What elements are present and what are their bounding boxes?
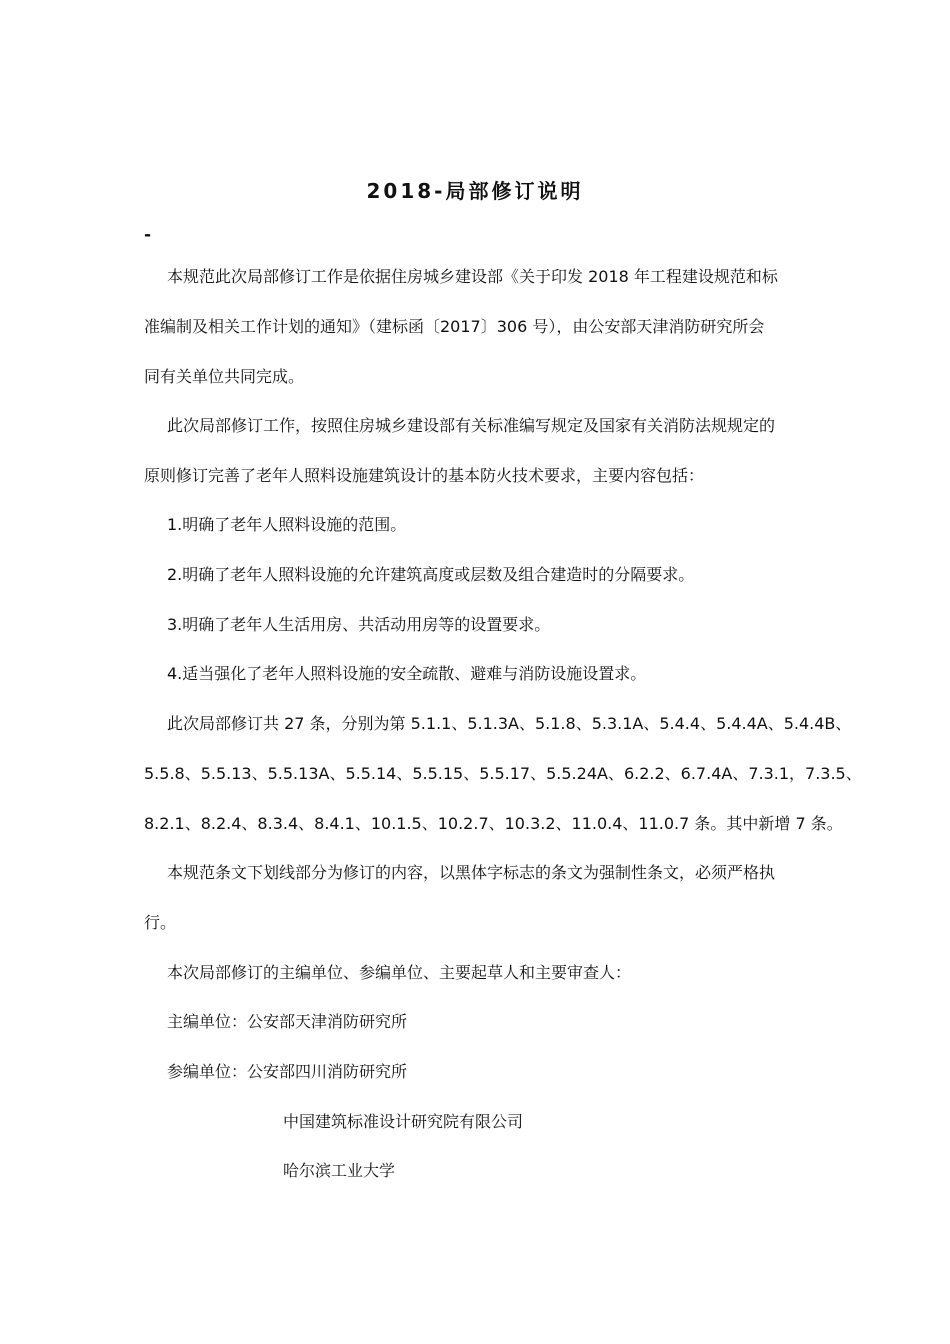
list-item: 2.明确了老年人照料设施的允许建筑高度或层数及组合建造时的分隔要求。 — [167, 565, 695, 584]
list-item: 1.明确了老年人照料设施的范围。 — [167, 515, 407, 534]
paragraph-line: 本规范条文下划线部分为修订的内容，以黑体字标志的条文为强制性条文，必须严格执 — [167, 863, 776, 882]
paragraph-line: 准编制及相关工作计划的通知》（建标函〔2017〕306 号），由公安部天津消防研究所会 — [144, 317, 765, 336]
paragraph-line: 行。 — [144, 913, 177, 932]
paragraph-line: 本规范此次局部修订工作是依据住房城乡建设部《关于印发 2018 年工程建设规范和标 — [167, 267, 778, 286]
participating-unit: 中国建筑标准设计研究院有限公司 — [283, 1112, 524, 1131]
paragraph-line: 此次局部修订工作，按照住房城乡建设部有关标准编写规定及国家有关消防法规规定的 — [167, 416, 776, 435]
chief-editor-unit: 主编单位：公安部天津消防研究所 — [167, 1012, 408, 1031]
paragraph-line: 5.5.8、5.5.13、5.5.13A、5.5.14、5.5.15、5.5.17、5.5.24A、6.2.2、6.7.4A、7.3.1，7.3.5、 — [144, 764, 862, 783]
paragraph-line: 8.2.1、8.2.4、8.3.4、8.4.1、10.1.5、10.2.7、10.3.2、11.0.4、11.0.7 条。其中新增 7 条。 — [144, 814, 843, 833]
list-item: 3.明确了老年人生活用房、共活动用房等的设置要求。 — [167, 615, 551, 634]
paragraph-line: 同有关单位共同完成。 — [144, 367, 305, 386]
list-item: 4.适当强化了老年人照料设施的安全疏散、避难与消防设施设置求。 — [167, 664, 647, 683]
dash-mark: - — [144, 225, 152, 245]
participating-unit: 哈尔滨工业大学 — [283, 1161, 396, 1180]
participating-unit: 参编单位：公安部四川消防研究所 — [167, 1062, 408, 1081]
paragraph-line: 此次局部修订共 27 条，分别为第 5.1.1、5.1.3A、5.1.8、5.3.1A、5.4.4、5.4.4A、5.4.4B、 — [167, 714, 852, 733]
paragraph-line: 原则修订完善了老年人照料设施建筑设计的基本防火技术要求，主要内容包括： — [144, 466, 705, 485]
paragraph-line: 本次局部修订的主编单位、参编单位、主要起草人和主要审查人： — [167, 963, 632, 982]
document-title: 2018-局部修订说明 — [366, 179, 584, 203]
